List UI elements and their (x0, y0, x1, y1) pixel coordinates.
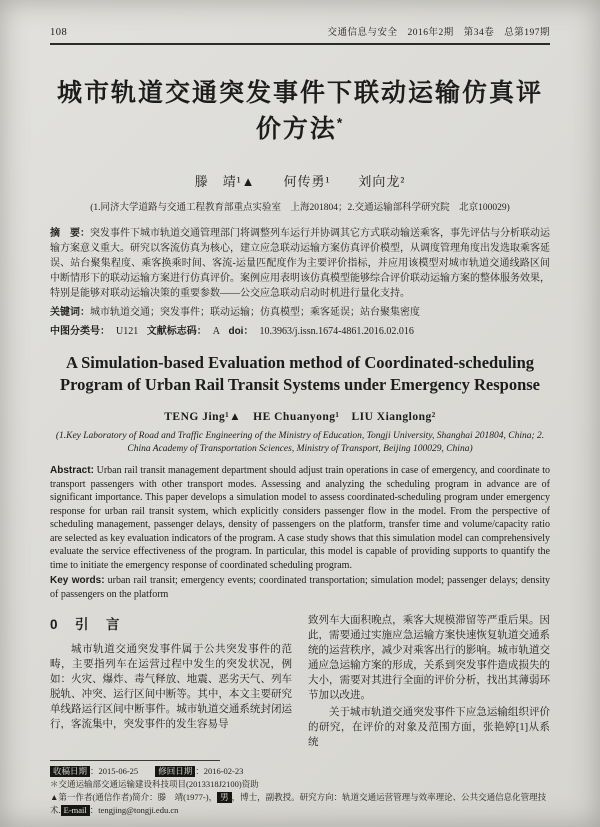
dates-line (50, 765, 550, 778)
page-number: 108 (50, 27, 68, 38)
abstract-cn (50, 226, 550, 301)
section-heading (50, 617, 292, 632)
doi-value: 10.3963/j.issn.1674-4861.2016.02.016 (259, 326, 414, 337)
classification-line (50, 324, 550, 339)
abstract-en (50, 464, 550, 572)
author-email-value: ：tengjing@tongji.edu.cn (89, 805, 179, 815)
abstract-text-en: Urban rail transit management department should adjust train operations in case of emergency, and coordinate to transport passengers with other transport modes. Assessing and analyzing the scheduling program in advance are of significant importance. This paper develops a simulation model to assess coordinated-scheduling program under emergency response for urban rail transit system, which explicitly considers passenger flow in the model. From the perspective of scheduling management, passenger delays, density of passengers on the platform, transfer time and volume/capacity ratio are selected as key evaluation indicators of the program. A case study shows that this simulation model can comprehensively evaluate the service effectiveness of the program. In particular, this model is capable of providing supports to quantify the time to initiate the emergency response of coordinated scheduling program. (50, 465, 551, 571)
section-number: 0 (50, 617, 60, 632)
author-bio-line (50, 791, 550, 817)
received-date-value: ：2015-06-25 (90, 766, 156, 776)
journal-info: 交通信息与安全 2016年2期 第34卷 总第197期 (327, 28, 550, 38)
keywords-cn-line (50, 305, 550, 320)
author-email-label: E-mail (61, 805, 90, 816)
header-rule (50, 43, 550, 45)
keywords-text-en: urban rail transit; emergency events; coordinated transportation; simulation model; passenger delays; density of passengers on the platform (50, 575, 550, 600)
abstract-text-cn: 突发事件下城市轨道交通管理部门将调整列车运行并协调其它方式联动输送乘客，事先评估与分析联动运输方案意义重大。研究以客流仿真为核心，建立应急联动运输方案仿真评价模型，从调度管理角度出发选取乘客延误、站台聚集程度、乘客换乘时间、客流-运量匹配度作为主要评价指标，并应用该模型对城市轨道交通线路区间中断情形下的联动运输方案进行仿真评价。案例应用表明该仿真模型能够综合评价联动运输方案的整体服务效果，特别是能够对联动运输决策的重要参数——公交应急联动启动时机进行量化支持。 (50, 228, 550, 299)
affiliation-cn: (1.同济大学道路与交通工程教育部重点实验室 上海201804；2.交通运输部科学研究院 北京100029) (90, 203, 510, 213)
left-column (50, 613, 292, 751)
body-paragraph-right-2: 关于城市轨道交通突发事件下应急运输组织评价的研究，在评价的对象及范围方面，张艳婷[1]从系统 (308, 707, 550, 748)
author-bio-mid: ，博士，副教授。研究方向：轨道交通运营管理与效率理论、公共交通信息化管理技术. (50, 792, 547, 815)
body-paragraph-right-1: 致列车大面积晚点，乘客大规模滞留等严重后果。因此，需要通过实施应急运输方案快速恢复轨道交通系统的运营秩序，减少对乘客出行的影响。城市轨道交通应急运输方案的形成，关系到突发事件造成损失的大小，需要对其进行全面的评价分析，找出其薄弱环节加以改进。 (308, 615, 550, 701)
title-footnote-mark: * (336, 115, 345, 131)
doi-label: doi： (228, 326, 254, 337)
section-title: 引 言 (75, 617, 122, 632)
funding-note: ＊交通运输部交通运输建设科技项目(2013318J2100)资助 (50, 779, 259, 789)
article-title-cn (50, 73, 550, 145)
body-columns (50, 613, 550, 751)
running-header (50, 24, 550, 38)
right-column (308, 613, 550, 751)
keywords-label-cn: 关键词： (50, 307, 90, 318)
doc-code-value: A (212, 326, 220, 337)
revised-date-value: ：2016-02-23 (195, 766, 244, 776)
article-title-cn-text: 城市轨道交通突发事件下联动运输仿真评价方法 (56, 79, 543, 143)
doc-code-label: 文献标志码： (146, 326, 207, 337)
keywords-en-line (50, 574, 550, 601)
body-paragraph-left: 城市轨道交通突发事件属于公共突发事件的范畴，主要指列车在运营过程中发生的突发状况，例如：火灾、爆炸、毒气释放、地震、恶劣天气、列车脱轨、冲突、运行区间中断等。其中，本文主要研究单线路运行区间中断事件。城市轨道交通系统封闭运行，客流集中，突发事件的发生容易导 (50, 644, 292, 730)
article-title-en: A Simulation-based Evaluation method of Coordinated-scheduling Program of Urban Rail Transit Systems under Emergency Response (59, 353, 540, 394)
revised-date-label: 修回日期 (155, 766, 195, 777)
keywords-text-cn: 城市轨道交通；突发事件；联动运输；仿真模型；乘客延误；站台聚集密度 (90, 307, 420, 318)
authors-cn: 滕 靖¹▲ 何传勇¹ 刘向龙² (194, 174, 406, 189)
abstract-label-en: Abstract: (50, 465, 94, 476)
footnote-area (50, 760, 550, 817)
author-bio-box1: 男 (217, 792, 232, 803)
author-bio-before: ▲第一作者(通信作者)简介：滕 靖(1977-)， (50, 792, 218, 802)
abstract-label-cn: 摘 要： (50, 228, 90, 239)
footnote-rule (50, 760, 220, 761)
affiliation-en: (1.Key Laboratory of Road and Traffic Engineering of the Ministry of Education, Tongji University, Shanghai 201804, China; 2. China Academy of Transportation Sciences, Ministry of Transport, Beijing 100029, China) (55, 431, 545, 454)
clc-value: U121 (116, 326, 139, 337)
keywords-label-en: Key words: (50, 575, 105, 586)
authors-en: TENG Jing¹▲ HE Chuanyong¹ LIU Xianglong² (164, 411, 436, 423)
clc-label: 中图分类号： (50, 326, 110, 337)
received-date-label: 收稿日期 (50, 766, 90, 777)
